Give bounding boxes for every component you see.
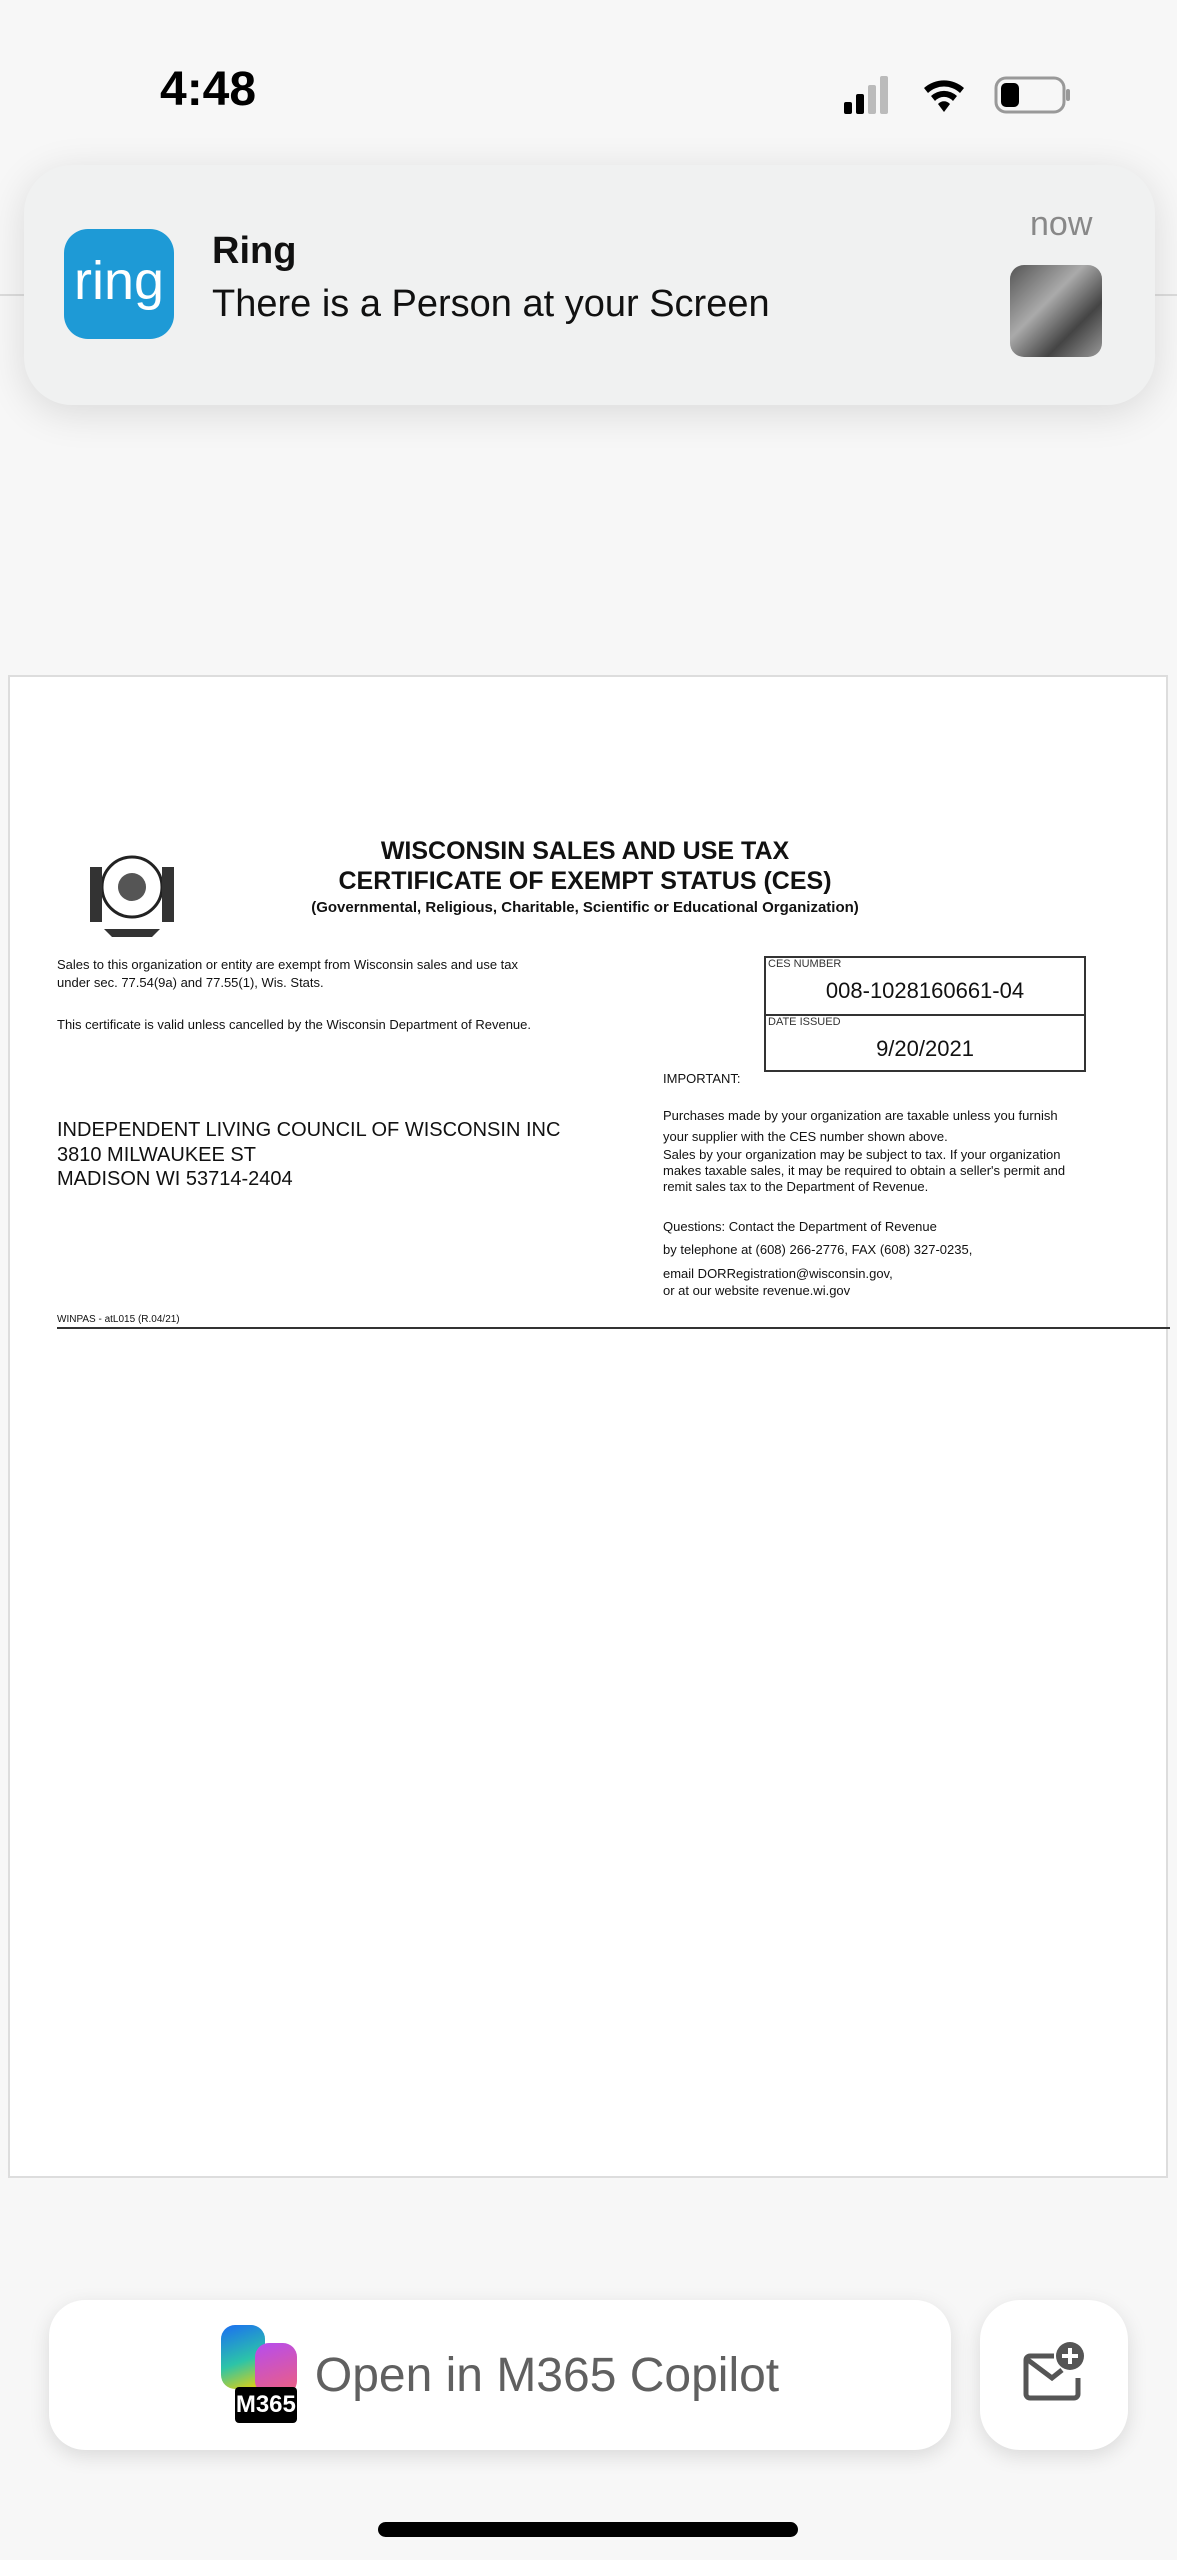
valid-text: This certificate is valid unless cancelled by the Wisconsin Department of Revenue. [57,1017,531,1032]
m365-badge: M365 [235,2387,297,2423]
ces-number-label: CES NUMBER [768,958,842,970]
wisconsin-seal-icon [84,837,180,937]
mail-add-icon [1022,2340,1088,2406]
status-icons [842,74,1072,116]
ring-app-icon: ring [64,229,174,339]
ces-number: 008-1028160661-04 [825,978,1025,1003]
org-name: INDEPENDENT LIVING COUNCIL OF WISCONSIN INC [57,1119,561,1141]
doc-title-line2: CERTIFICATE OF EXEMPT STATUS (CES) [338,867,832,895]
date-issued-label: DATE ISSUED [768,1016,841,1028]
m365-copilot-icon [221,2325,297,2425]
doc-subtitle: (Governmental, Religious, Charitable, Scientific or Educational Organization) [311,899,859,916]
date-issued: 9/20/2021 [876,1036,974,1061]
questions-text: or at our website revenue.wi.gov [663,1283,851,1298]
divider [57,1327,1170,1329]
new-mail-button[interactable] [980,2300,1128,2450]
important-text: remit sales tax to the Department of Revenue. [663,1179,929,1194]
exempt-text-2: under sec. 77.54(9a) and 77.55(1), Wis. Stats. [57,975,324,990]
questions-text: email DORRegistration@wisconsin.gov, [663,1266,893,1281]
signal-wifi-battery-icon [842,74,1072,116]
status-time: 4:48 [160,63,257,116]
notification-time: now [1030,205,1093,243]
notification-app-name: Ring [212,230,297,272]
important-text: Purchases made by your organization are taxable unless you furnish [663,1108,1058,1123]
questions-text: Questions: Contact the Department of Revenue [663,1219,937,1234]
org-city: MADISON WI 53714-2404 [57,1168,293,1190]
ces-box [764,956,1086,1072]
certificate-document [8,675,1168,2178]
home-indicator[interactable] [378,2522,798,2537]
org-street: 3810 MILWAUKEE ST [57,1144,256,1166]
important-text: makes taxable sales, it may be required to obtain a seller's permit and [663,1163,1066,1178]
important-text: Sales by your organization may be subject to tax. If your organization [663,1147,1061,1162]
questions-text: by telephone at (608) 266-2776, FAX (608) 327-0235, [663,1242,973,1257]
open-in-m365-copilot-label: Open in M365 Copilot [314,2348,780,2402]
important-text: your supplier with the CES number shown above. [663,1129,948,1144]
important-label: IMPORTANT: [663,1071,741,1086]
camera-snapshot-thumbnail [1010,265,1102,357]
open-in-m365-copilot-button[interactable] [49,2300,951,2450]
doc-title-line1: WISCONSIN SALES AND USE TAX [380,837,790,865]
notification-message: There is a Person at your Screen [212,283,770,325]
form-id: WINPAS - atL015 (R.04/21) [57,1314,180,1325]
ring-notification[interactable] [24,165,1155,405]
exempt-text-1: Sales to this organization or entity are exempt from Wisconsin sales and use tax [57,957,518,972]
